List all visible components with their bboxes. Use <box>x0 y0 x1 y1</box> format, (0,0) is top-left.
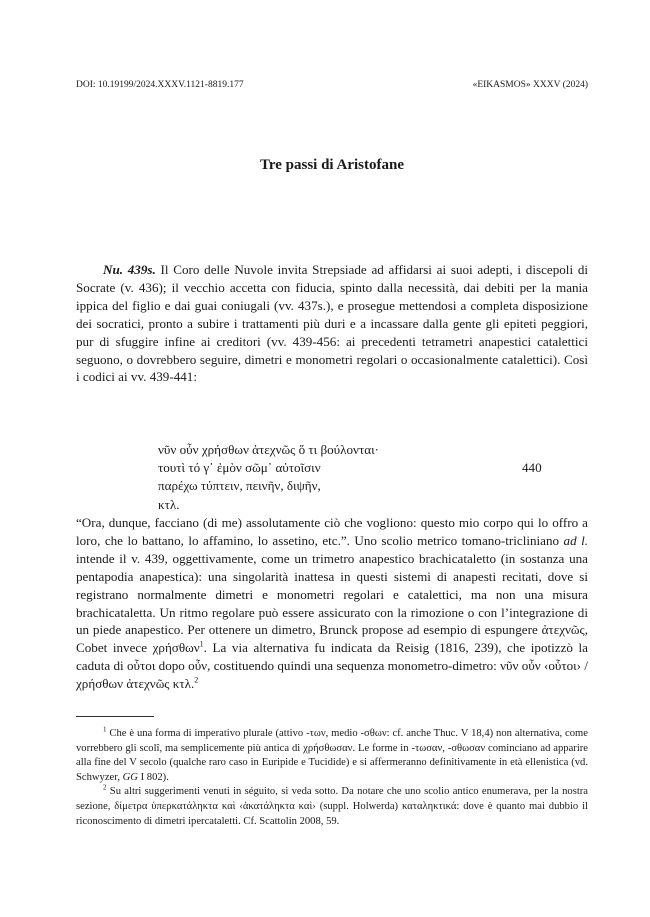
article-title: Tre passi di Aristofane <box>259 157 405 173</box>
verse-line-etc: κτλ. <box>158 496 180 512</box>
verse-line-441: παρέχω τύπτειν, πεινῆν, διψῆν, <box>158 478 321 494</box>
verse-number: 440 <box>522 460 542 476</box>
verse-line-439: νῦν οὖν χρήσθων ἀτεχνῶς ὅ τι βούλονται· <box>158 442 379 457</box>
footnote-ref-2[interactable]: 2 <box>194 675 199 685</box>
ad-loc: ad l. <box>563 532 588 548</box>
footnotes <box>76 727 588 829</box>
doi-label: DOI: 10.19199/2024.XXXV.1121-8819.177 <box>76 80 244 90</box>
journal-label: «EIKASMOS» XXXV (2024) <box>472 80 588 90</box>
footnote-1: $^1$ Che è una forma di imperativo plurale (attivo -των, medio -σθων: cf. anche Thuc. V 18,4) non alternativa, come vorrebbero gli scolî, ma semplicemente più antica di χρήσθωσαν. Le forme in -τωσαν, -σθωσαν cominciano ad apparire alla fine del V secolo (qualche raro caso in Euripide e Tucidide) e si affermeranno definitivamente in età ellenistica (vd. Schwyzer, GG I 802). <box>76 725 588 783</box>
running-header <box>76 80 588 90</box>
passage-reference: Nu. 439s. <box>103 262 156 277</box>
footnote-ref-1[interactable]: 1 <box>199 639 204 649</box>
greek-verse-block <box>158 441 578 514</box>
paragraph-2: “Ora, dunque, facciano (di me) assolutamente ciò che vogliono: questo mio corpo qui lo offro a loro, che lo battano, lo affamino, lo assetino, etc.”. Uno scolio metrico tomano-tricliniano ad l. intende il v. 439, oggettivamente, come un trimetro anapestico brachicataletto (in sostanza una pentapodia anapestica): una singolarità inattesa in questi sistemi di anapesti recitati, dove si registrano normalmente dimetri e monometri regolari e catalettici, ma non una misura brachicataletta. Un ritmo regolare può essere assicurato con la rimozione o con l’integrazione di un piede anapestico. Per ottenere un dimetro, Brunck propose ad esempio di espungere ἀτεχνῶς, Cobet invece χρήσθων$^1$. La via alternativa fu indicata da Reisig (1816, 239), che ipotizzò la caduta di οὗτοι dopo οὖν, costituendo quindi una sequenza monometro-dimetro: νῦν οὖν ‹οὗτοι› / χρήσθων ἀτεχνῶς κτλ.$^2$ <box>76 515 588 692</box>
paragraph-1-text: Il Coro delle Nuvole invita Strepsiade ad affidarsi ai suoi adepti, i discepoli di Socrate (v. 436); il vecchio accetta con fiducia, spinto dalla necessità, dai debiti per la mania ippica del figlio e dai guai coniugali (vv. 437s.), e prosegue mettendosi a completa disposizione dei socratici, pronto a subire i trattamenti più duri e a incassare dalla gente gli epiteti peggiori, pur di sfuggire infine ai creditori (vv. 439-456: ai precedenti tetrametri anapestici catalettici seguono, o dovrebbero seguire, dimetri e monometri regolari o occasionalmente catalettici). Così i codici ai vv. 439-441: <box>76 262 589 385</box>
footnote-2: $^2$ Su altri suggerimenti venuti in séguito, si veda sotto. Da notare che uno scolio antico enumerava, per la nostra sezione, δίμετρα ὑπερκατάληκτα καὶ ‹ἀκατάληκτα καὶ› (suppl. Holwerda) καταληκτικά: dove è quanto mai dubbio il riconoscimento di dimetri ipercataletti. Cf. Scattolin 2008, 59. <box>76 783 588 827</box>
paragraph-1 <box>76 261 588 386</box>
footnote-divider <box>76 716 154 717</box>
verse-line-440: τουτὶ τό γ᾽ ἐμὸν σῶμ᾽ αὐτοῖσιν 440 <box>158 459 578 477</box>
